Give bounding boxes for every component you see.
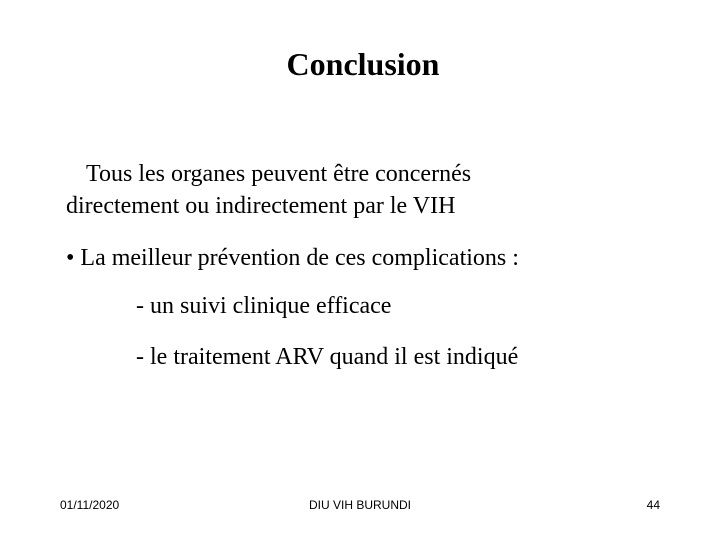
intro-paragraph <box>66 158 471 222</box>
footer-date: 01/11/2020 <box>60 498 120 512</box>
footer-center-text: DIU VIH BURUNDI <box>308 498 411 512</box>
slide-title: Conclusion <box>286 46 440 82</box>
intro-line-2: directement ou indirectement par le VIH <box>66 193 456 219</box>
bullet-item: • La meilleur prévention de ces complications : <box>66 245 519 271</box>
sub-item-clinical-follow-up: - un suivi clinique efficace <box>136 293 392 319</box>
intro-line-1: Tous les organes peuvent être concernés <box>86 161 472 187</box>
sub-item-arv-treatment: - le traitement ARV quand il est indiqué <box>136 344 519 370</box>
footer-page-number: 44 <box>646 498 660 512</box>
